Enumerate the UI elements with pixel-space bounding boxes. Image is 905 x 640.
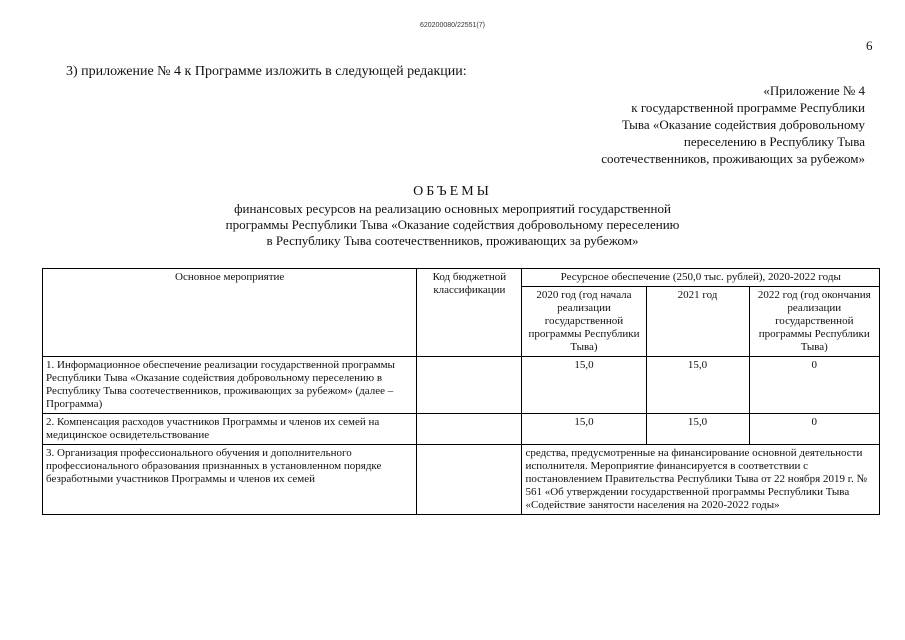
appendix-header-line: Тыва «Оказание содействия добровольному (621, 117, 865, 132)
subtitle-line: программы Республики Тыва «Оказание содействия добровольному переселению (225, 217, 680, 232)
header-year-2021: 2021 год (646, 287, 749, 357)
row-value-2020: 15,0 (522, 357, 646, 414)
row-value-2022: 0 (749, 357, 879, 414)
row-funding-note: средства, предусмотренные на финансирование основной деятельности исполнителя. Мероприятие финансируется в соответствии с постановлением Правительства Республики Тыва от 22 ноября 2019 г. № 561 «Об утверждении государственной программы Республики Тыва «Содействие занятости населения на 2020-2022 годы» (522, 445, 880, 515)
resources-table (42, 268, 880, 515)
document-id: 620200080/22551(7) (419, 22, 485, 29)
subtitle-line: в Республику Тыва соотечественников, проживающих за рубежом» (266, 233, 639, 248)
title-block (0, 183, 905, 249)
page-number: 6 (866, 38, 873, 53)
header-kbk: Код бюджетной классификации (417, 269, 522, 357)
row-value-2022: 0 (749, 414, 879, 445)
appendix-header-line: соотечественников, проживающих за рубежом» (601, 151, 865, 166)
table-row (43, 357, 880, 414)
header-resources: Ресурсное обеспечение (250,0 тыс. рублей), 2020-2022 годы (522, 269, 880, 287)
table-row (43, 445, 880, 515)
row-value-2020: 15,0 (522, 414, 646, 445)
row-kbk (417, 357, 522, 414)
appendix-header-line: к государственной программе Республики (631, 100, 865, 115)
header-measure: Основное мероприятие (43, 269, 417, 357)
page-title: ОБЪЕМЫ (413, 184, 492, 199)
appendix-header-line: переселению в Республику Тыва (683, 134, 865, 149)
appendix-header-line: «Приложение № 4 (763, 83, 865, 98)
row-measure: 1. Информационное обеспечение реализации государственной программы Республики Тыва «Оказание содействия добровольному переселению в Республику Тыва соотечественников, проживающих за рубежом» (далее – Программа) (43, 357, 417, 414)
appendix-header (535, 82, 865, 167)
subtitle (0, 201, 905, 249)
row-kbk (417, 414, 522, 445)
row-value-2021: 15,0 (646, 414, 749, 445)
row-kbk (417, 445, 522, 515)
row-measure: 3. Организация профессионального обучения и дополнительного профессионального образования признанных в установленном порядке безработными участников Программы и членов их семей (43, 445, 417, 515)
row-measure: 2. Компенсация расходов участников Программы и членов их семей на медицинское освидетельствование (43, 414, 417, 445)
header-year-2022: 2022 год (год окончания реализации государственной программы Республики Тыва) (749, 287, 879, 357)
subtitle-line: финансовых ресурсов на реализацию основных мероприятий государственной (234, 201, 671, 216)
table-row (43, 414, 880, 445)
table-header-row (43, 269, 880, 287)
header-year-2020: 2020 год (год начала реализации государственной программы Республики Тыва) (522, 287, 646, 357)
amendment-line: 3) приложение № 4 к Программе изложить в следующей редакции: (66, 64, 467, 79)
row-value-2021: 15,0 (646, 357, 749, 414)
